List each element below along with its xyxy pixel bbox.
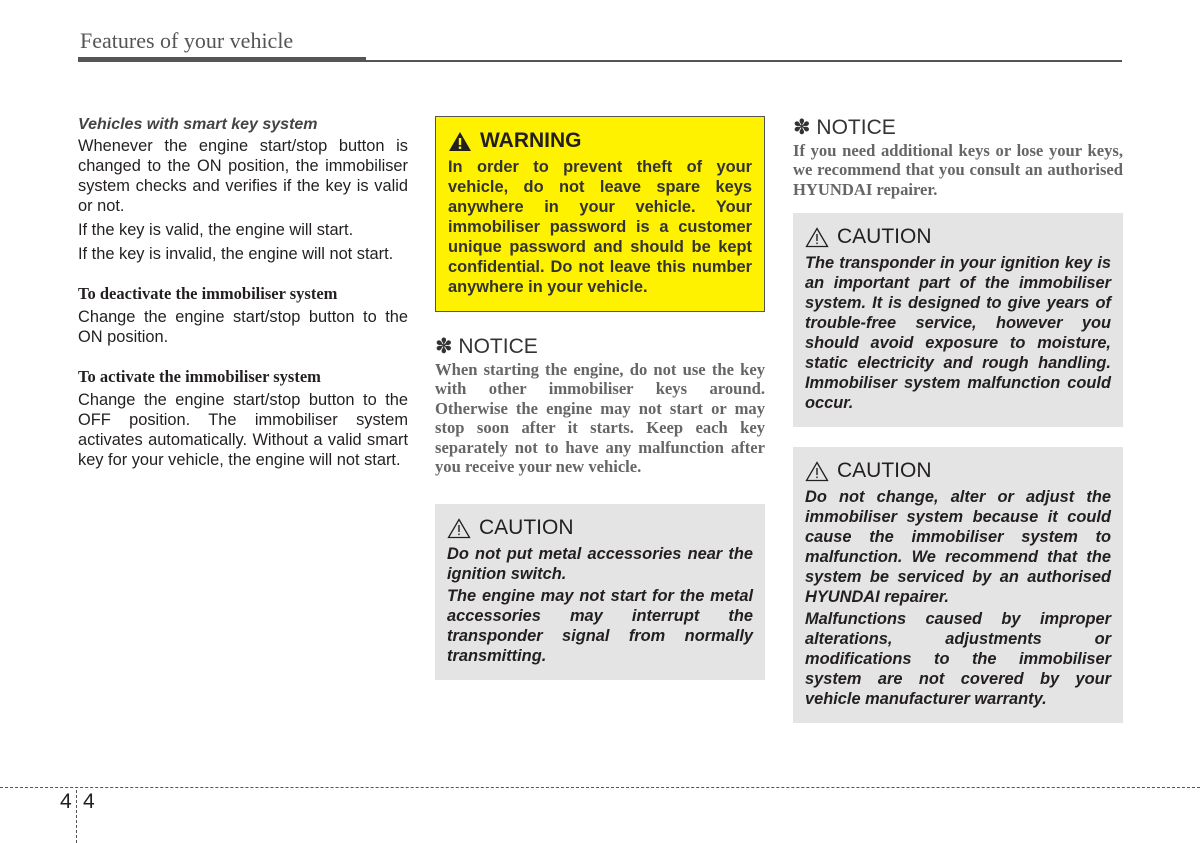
column-middle <box>435 116 765 680</box>
caution-paragraph: The engine may not start for the metal accessories may interrupt the transponder signal from normally transmitting. <box>447 587 753 666</box>
deactivate-heading: To deactivate the immobiliser system <box>78 284 338 303</box>
warning-box <box>435 116 765 312</box>
chapter-number: 4 <box>60 790 72 813</box>
caution-box <box>793 213 1123 427</box>
header-rule-thick <box>78 57 366 62</box>
body-paragraph: If the key is valid, the engine will start. <box>78 221 354 239</box>
page-number: 4 <box>83 790 95 813</box>
notice-heading: ✽ NOTICE <box>435 335 538 358</box>
column-left <box>78 112 408 470</box>
caution-icon <box>805 461 829 482</box>
caution-heading <box>805 459 1111 483</box>
caution-paragraph: Do not put metal accessories near the ignition switch. <box>447 545 753 584</box>
column-right <box>793 115 1123 723</box>
activate-text: Change the engine start/stop button to the OFF position. The immobiliser system activates automatically. Without a valid smart key for your vehicle, the engine will not start. <box>78 391 408 469</box>
caution-paragraph: Do not change, alter or adjust the immobiliser system because it could cause the immobiliser system to malfunction. We recommend that the system be serviced by an authorised HYUNDAI repairer. <box>805 488 1111 607</box>
caution-title: CAUTION <box>479 516 574 540</box>
caution-title: CAUTION <box>837 225 932 249</box>
warning-icon <box>448 131 472 152</box>
caution-paragraph: Malfunctions caused by improper alterations, adjustments or modifications to the immobiliser system are not covered by your vehicle manufacturer warranty. <box>805 610 1111 709</box>
footer-dashed-rule <box>0 787 1200 788</box>
notice-heading: ✽ NOTICE <box>793 116 896 139</box>
caution-text: The transponder in your ignition key is an important part of the immobiliser system. It is designed to give years of trouble-free service, however you should avoid exposure to moisture, static electricity and rough handling. Immobiliser system malfunction could occur. <box>805 254 1111 413</box>
body-paragraph: Whenever the engine start/stop button is changed to the ON position, the immobiliser system checks and verifies if the key is valid or not. <box>78 137 408 215</box>
footer-vertical-dashed-rule <box>76 790 77 843</box>
notice-text: If you need additional keys or lose your keys, we recommend that you consult an authorised HYUNDAI repairer. <box>793 141 1123 199</box>
body-paragraph: If the key is invalid, the engine will not start. <box>78 245 394 263</box>
notice-text: When starting the engine, do not use the key with other immobiliser keys around. Otherwise the engine may not start or may stop soon after it starts. Keep each key separately not to have any malfunction after you receive your new vehicle. <box>435 360 765 477</box>
warning-title: WARNING <box>480 129 582 152</box>
caution-icon <box>447 518 471 539</box>
activate-heading: To activate the immobiliser system <box>78 367 321 386</box>
deactivate-text: Change the engine start/stop button to the ON position. <box>78 308 408 346</box>
warning-text: In order to prevent theft of your vehicle, do not leave spare keys anywhere in your vehicle. Your immobiliser password is a customer unique password and should be kept confidential. Do not leave this number anywhere in your vehicle. <box>448 158 752 296</box>
page-header-title: Features of your vehicle <box>80 28 294 53</box>
caution-heading <box>805 225 1111 249</box>
caution-icon <box>805 227 829 248</box>
caution-heading <box>447 516 753 540</box>
caution-box <box>793 447 1123 723</box>
caution-box <box>435 504 765 680</box>
section-subheading: Vehicles with smart key system <box>78 116 318 133</box>
caution-title: CAUTION <box>837 459 932 483</box>
warning-heading <box>448 129 752 153</box>
header-rule-thin <box>366 60 1122 62</box>
